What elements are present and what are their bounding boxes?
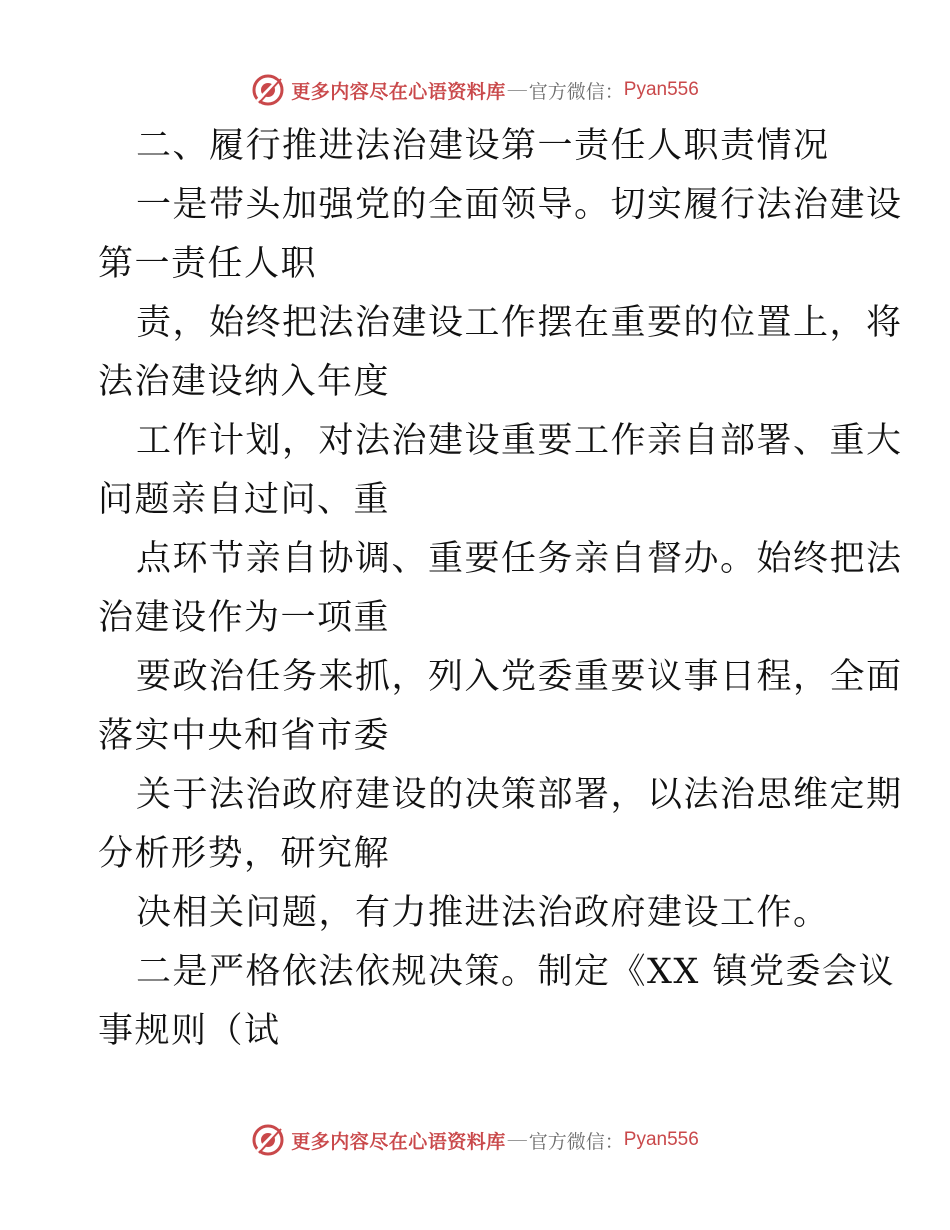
banner-wechat-id: Pyan556 (623, 79, 699, 100)
paragraph-line: 分析形势，研究解 (98, 834, 391, 874)
banner-colon: ： (604, 80, 624, 103)
banner-label: 官方微信 (528, 80, 605, 103)
paragraph-line: 责，始终把法治建设工作摆在重要的位置上，将 (136, 303, 903, 343)
banner-label: 官方微信 (528, 1130, 605, 1153)
paragraph-line: 第一责任人职 (98, 244, 318, 284)
paragraph-line: 决相关问题，有力推进法治政府建设工作。 (136, 893, 830, 933)
paragraph-line: 问题亲自过问、重 (98, 480, 391, 520)
section-heading: 二、履行推进法治建设第一责任人职责情况 (136, 126, 830, 166)
paragraph-line: 点环节亲自协调、重要任务亲自督办。始终把法 (136, 539, 903, 579)
brand-logo-icon (251, 1123, 285, 1157)
paragraph-line: 工作计划，对法治建设重要工作亲自部署、重大 (136, 421, 903, 461)
paragraph-line: 事规则（试 (98, 1011, 281, 1051)
paragraph-line: 法治建设纳入年度 (98, 362, 391, 402)
paragraph-line: 二是严格依法依规决策。制定《XX 镇党委会议 (136, 952, 895, 992)
banner-text: 更多内容尽在心语资料库 (291, 1130, 506, 1153)
banner-colon: ： (604, 1130, 624, 1153)
paragraph-line: 一是带头加强党的全面领导。切实履行法治建设 (136, 185, 903, 225)
paragraph-line: 落实中央和省市委 (98, 716, 391, 756)
paragraph-line: 治建设作为一项重 (98, 598, 391, 638)
footer-watermark (0, 1120, 950, 1160)
paragraph-line: 要政治任务来抓，列入党委重要议事日程，全面 (136, 657, 903, 697)
header-watermark (0, 70, 950, 110)
banner-wechat-id: Pyan556 (623, 1129, 699, 1150)
banner-separator: — (507, 79, 527, 100)
banner-text: 更多内容尽在心语资料库 (291, 80, 506, 103)
banner-separator: — (507, 1129, 527, 1150)
paragraph-line: 关于法治政府建设的决策部署，以法治思维定期 (136, 775, 903, 815)
brand-logo-icon (251, 73, 285, 107)
